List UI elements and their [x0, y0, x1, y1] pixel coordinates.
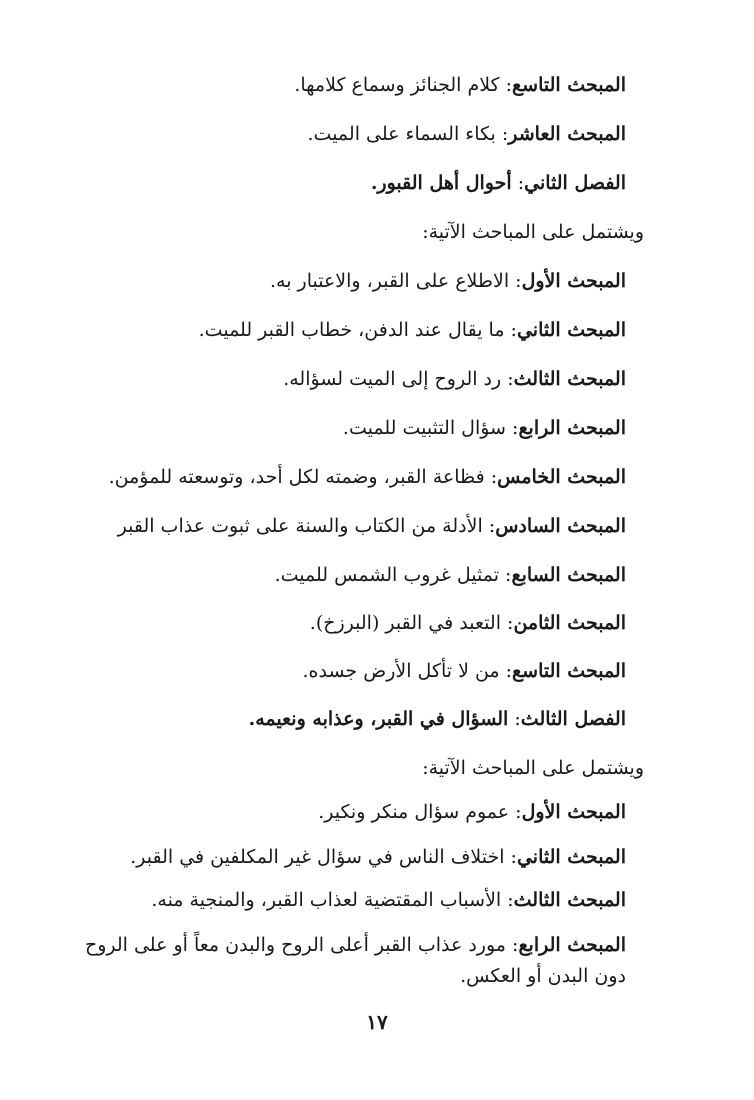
separator: :	[499, 74, 513, 96]
entry-text: الأسباب المقتضية لعذاب القبر، والمنجية منه.	[151, 889, 502, 911]
entry-line-9	[60, 462, 626, 492]
entry-line-18	[60, 885, 626, 915]
entry-label: المبحث الثاني	[516, 319, 626, 341]
entry-line-19	[72, 930, 626, 992]
separator: :	[504, 319, 517, 341]
chapter-label: الفصل الثاني	[524, 172, 626, 194]
entry-text: اختلاف الناس في سؤال غير المكلفين في القبر.	[130, 846, 505, 868]
separator: :	[500, 612, 514, 634]
entry-label: المبحث العاشر	[508, 123, 626, 145]
entry-label: المبحث الأول	[521, 270, 626, 292]
entry-label: المبحث الثالث	[513, 368, 626, 390]
entry-line-1	[60, 70, 626, 100]
entry-line-11	[60, 560, 626, 590]
separator: :	[505, 934, 519, 956]
intro-text: ويشتمل على المباحث الآتية:	[422, 221, 644, 243]
entry-line-5	[60, 266, 626, 296]
separator: :	[504, 846, 517, 868]
separator: :	[505, 417, 519, 439]
entry-label: المبحث الخامس	[497, 466, 626, 488]
separator: :	[501, 368, 514, 390]
intro-line-2	[60, 753, 644, 783]
entry-text: كلام الجنائز وسماع كلامها.	[294, 74, 500, 96]
entry-line-17	[60, 842, 626, 872]
entry-text: سؤال التثبيت للميت.	[342, 417, 506, 439]
entry-line-16	[60, 797, 626, 827]
separator: :	[509, 801, 522, 823]
separator: :	[501, 889, 514, 911]
entry-text: مورد عذاب القبر أعلى الروح والبدن معاً أو على الروح دون البدن أو العكس.	[84, 934, 626, 987]
separator: :	[509, 270, 522, 292]
entry-text: فظاعة القبر، وضمته لكل أحد، وتوسعته للمؤمن.	[108, 466, 485, 488]
entry-label: المبحث الثامن	[513, 612, 626, 634]
separator: :	[499, 660, 513, 682]
entry-text: عموم سؤال منكر ونكير.	[318, 801, 510, 823]
entry-label: المبحث الثاني	[516, 846, 626, 868]
intro-text: ويشتمل على المباحث الآتية:	[422, 757, 644, 779]
page-number: ١٧	[366, 1010, 388, 1034]
entry-label: المبحث التاسع	[512, 74, 626, 96]
entry-text: ما يقال عند الدفن، خطاب القبر للميت.	[198, 319, 505, 341]
entry-label: المبحث التاسع	[512, 660, 626, 682]
separator: :	[495, 123, 509, 145]
entry-label: المبحث السادس	[495, 515, 626, 537]
entry-label: المبحث الأول	[521, 801, 626, 823]
separator: :	[484, 466, 498, 488]
chapter-label: الفصل الثالث	[520, 708, 626, 730]
entry-line-13	[60, 656, 626, 686]
entry-text: تمثيل غروب الشمس للميت.	[274, 564, 500, 586]
separator: :	[511, 172, 525, 194]
entry-line-10	[60, 511, 626, 541]
entry-text: من لا تأكل الأرض جسده.	[302, 660, 500, 682]
entry-label: المبحث الرابع	[518, 417, 626, 439]
entry-line-6	[60, 315, 626, 345]
entry-line-7	[60, 364, 626, 394]
entry-text: الاطلاع على القبر، والاعتبار به.	[269, 270, 510, 292]
chapter-title: أحوال أهل القبور.	[370, 172, 512, 194]
entry-line-8	[60, 413, 626, 443]
entry-label: المبحث الرابع	[518, 934, 626, 956]
entry-text: التعبد في القبر (البرزخ).	[309, 612, 501, 634]
entry-label: المبحث الثالث	[513, 889, 626, 911]
separator: :	[499, 564, 512, 586]
separator: :	[508, 708, 521, 730]
entry-label: المبحث السابع	[511, 564, 626, 586]
entry-text: الأدلة من الكتاب والسنة على ثبوت عذاب القبر	[117, 515, 483, 537]
entry-line-2	[60, 119, 626, 149]
entry-text: بكاء السماء على الميت.	[307, 123, 496, 145]
chapter-heading-3	[60, 704, 626, 734]
separator: :	[482, 515, 496, 537]
entry-text: رد الروح إلى الميت لسؤاله.	[283, 368, 502, 390]
intro-line-1	[60, 217, 644, 247]
entry-line-12	[60, 608, 626, 638]
chapter-heading-2	[60, 168, 626, 198]
chapter-title: السؤال في القبر، وعذابه ونعيمه.	[248, 708, 509, 730]
